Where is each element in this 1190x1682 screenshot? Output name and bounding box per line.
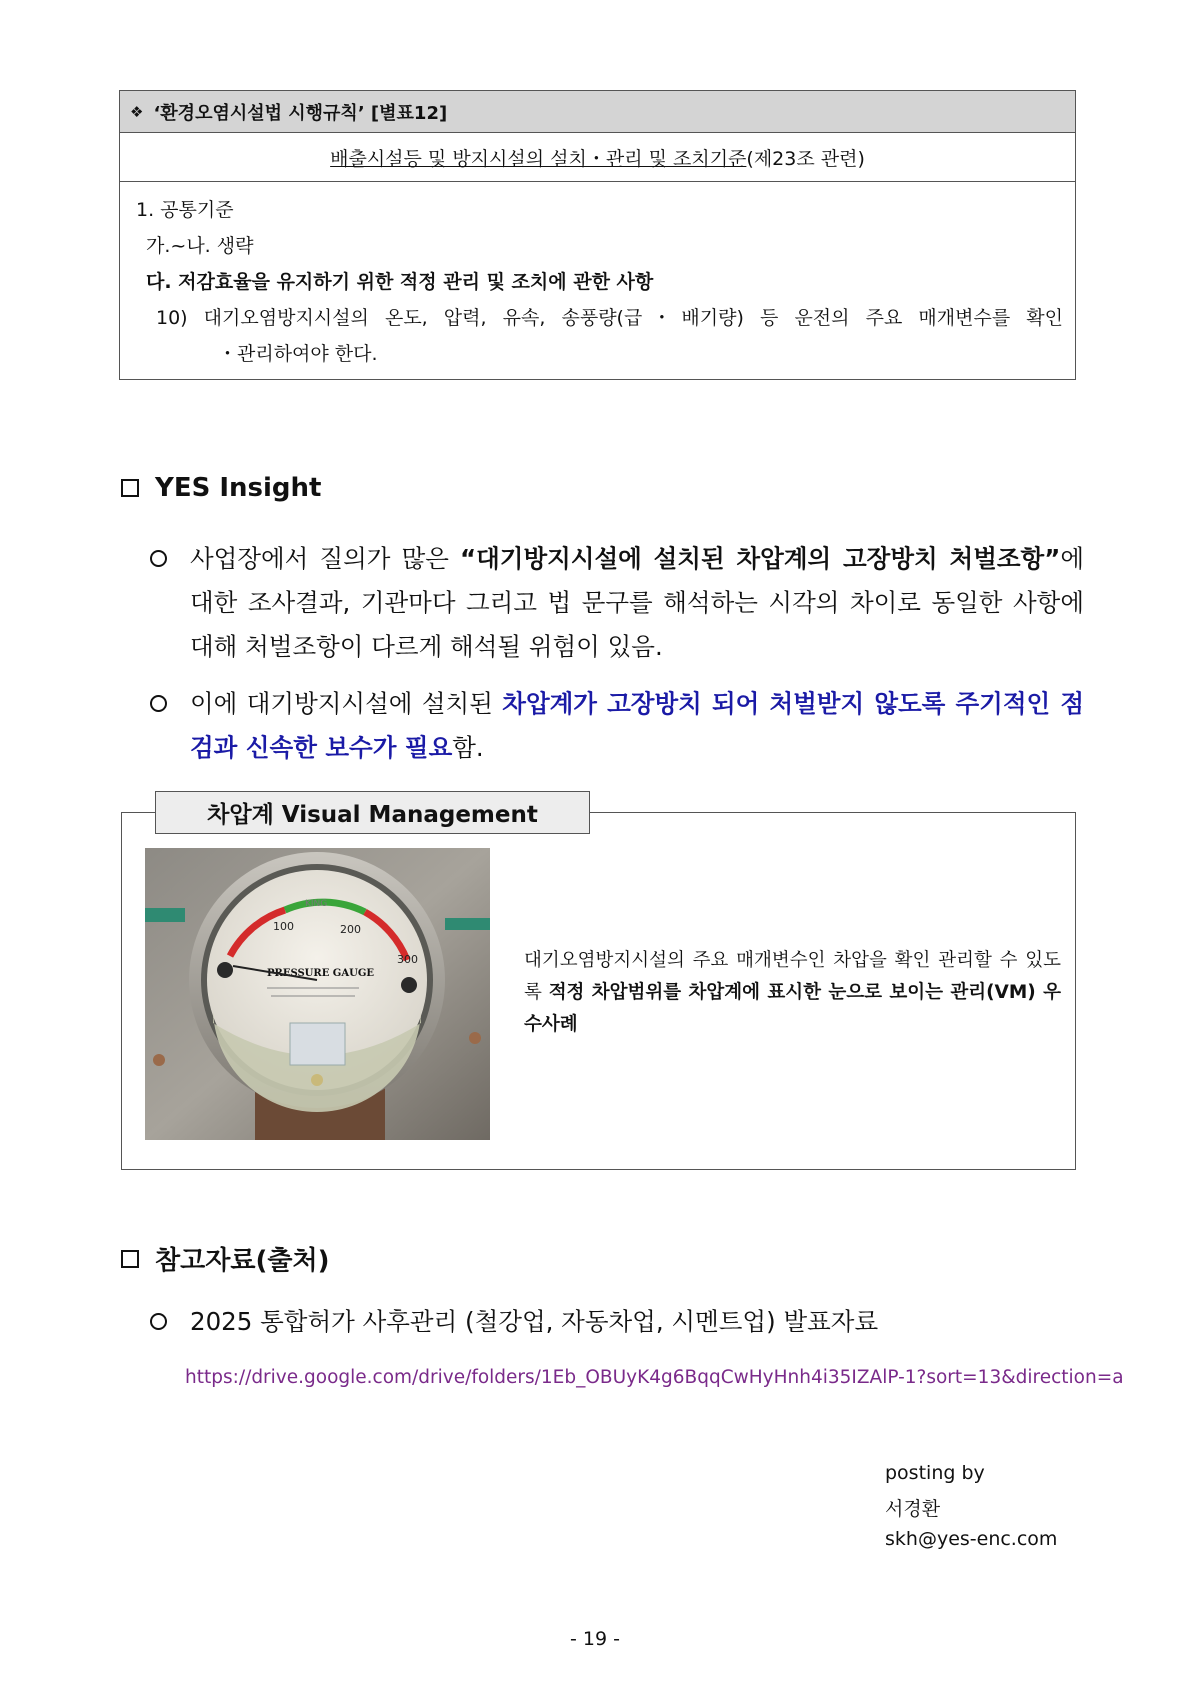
checkbox-square-icon <box>121 479 139 497</box>
regulation-box <box>119 90 1076 380</box>
insight-heading-text: YES Insight <box>155 473 322 503</box>
circle-bullet-icon <box>150 550 167 567</box>
posting-name: 서경환 <box>885 1498 941 1520</box>
vm-description-text: 대기오염방지시설의 주요 매개변수인 차압을 확인 관리할 수 있도록 <box>524 950 1061 1003</box>
regulation-body <box>120 182 1075 372</box>
references-heading <box>121 1240 329 1277</box>
regulation-header <box>120 91 1075 133</box>
regulation-subtitle-main: 배출시설등 및 방지시설의 설치・관리 및 조치기준 <box>330 147 747 170</box>
insight-heading <box>121 473 322 503</box>
posting-label: posting by <box>885 1462 985 1484</box>
gauge-tick-100: 100 <box>273 920 294 933</box>
vm-title: 차압계 Visual Management <box>155 791 590 834</box>
regulation-line: 10) 대기오염방지시설의 온도, 압력, 유속, 송풍량(급・배기량) 등 운전의 주요 매개변수를 확인 <box>156 307 1063 329</box>
gauge-label: PRESSURE GAUGE <box>267 968 374 979</box>
gauge-tick-300: 300 <box>397 953 418 966</box>
reference-item-text: 2025 통합허가 사후관리 (철강업, 자동차업, 시멘트업) 발표자료 <box>190 1307 879 1336</box>
bullet1-bold: “대기방지시설에 설치된 차압계의 고장방치 처벌조항” <box>460 544 1061 573</box>
bullet1-text-tail: 에 대한 조사결과, 기관마다 그리고 법 문구를 해석하는 시각의 차이로 동일한 사항에 대해 처벌조항이 다르게 해석될 위험이 있음. <box>190 544 1084 661</box>
regulation-subtitle-tail: (제23조 관련) <box>746 147 865 170</box>
reference-item <box>150 1300 1084 1344</box>
regulation-line: ・관리하여야 한다. <box>218 343 378 365</box>
regulation-line-bold: 다. 저감효율을 유지하기 위한 적정 관리 및 조치에 관한 사항 <box>146 271 654 293</box>
pressure-gauge-photo <box>145 848 490 1140</box>
bullet2-text-tail: 함. <box>452 733 484 762</box>
vm-description <box>524 945 1061 1041</box>
regulation-line: 1. 공통기준 <box>136 199 234 221</box>
regulation-line: 가.~나. 생략 <box>146 235 254 257</box>
bullet2-highlight: 차압계가 고장방치 되어 처벌받지 않도록 주기적인 점검과 신속한 보수가 필요 <box>190 689 1084 762</box>
circle-bullet-icon <box>150 695 167 712</box>
reference-link[interactable]: https://drive.google.com/drive/folders/1Eb_OBUyK4g6BqqCwHyHnh4i35IZAlP-1?sort=13&direction=a <box>185 1367 1124 1388</box>
bullet2-text: 이에 대기방지시설에 설치된 <box>190 689 503 718</box>
gauge-brand: KING <box>305 899 328 909</box>
references-heading-text: 참고자료(출처) <box>155 1246 330 1276</box>
bullet1-text: 사업장에서 질의가 많은 <box>190 544 461 573</box>
page-number: - 19 - <box>570 1628 620 1650</box>
insight-bullet-2 <box>150 682 1084 770</box>
vm-description-bold: 적정 차압범위를 차압계에 표시한 눈으로 보이는 관리(VM) 우수사례 <box>524 982 1061 1035</box>
diamond-icon: ❖ <box>130 102 144 121</box>
posting-email[interactable]: skh@yes-enc.com <box>885 1528 1058 1550</box>
insight-bullet-1 <box>150 537 1084 669</box>
checkbox-square-icon <box>121 1250 139 1268</box>
gauge-tick-200: 200 <box>340 923 361 936</box>
circle-bullet-icon <box>150 1313 167 1330</box>
regulation-subtitle <box>120 133 1075 182</box>
regulation-title: ‘환경오염시설법 시행규칙’ [별표12] <box>153 102 448 124</box>
